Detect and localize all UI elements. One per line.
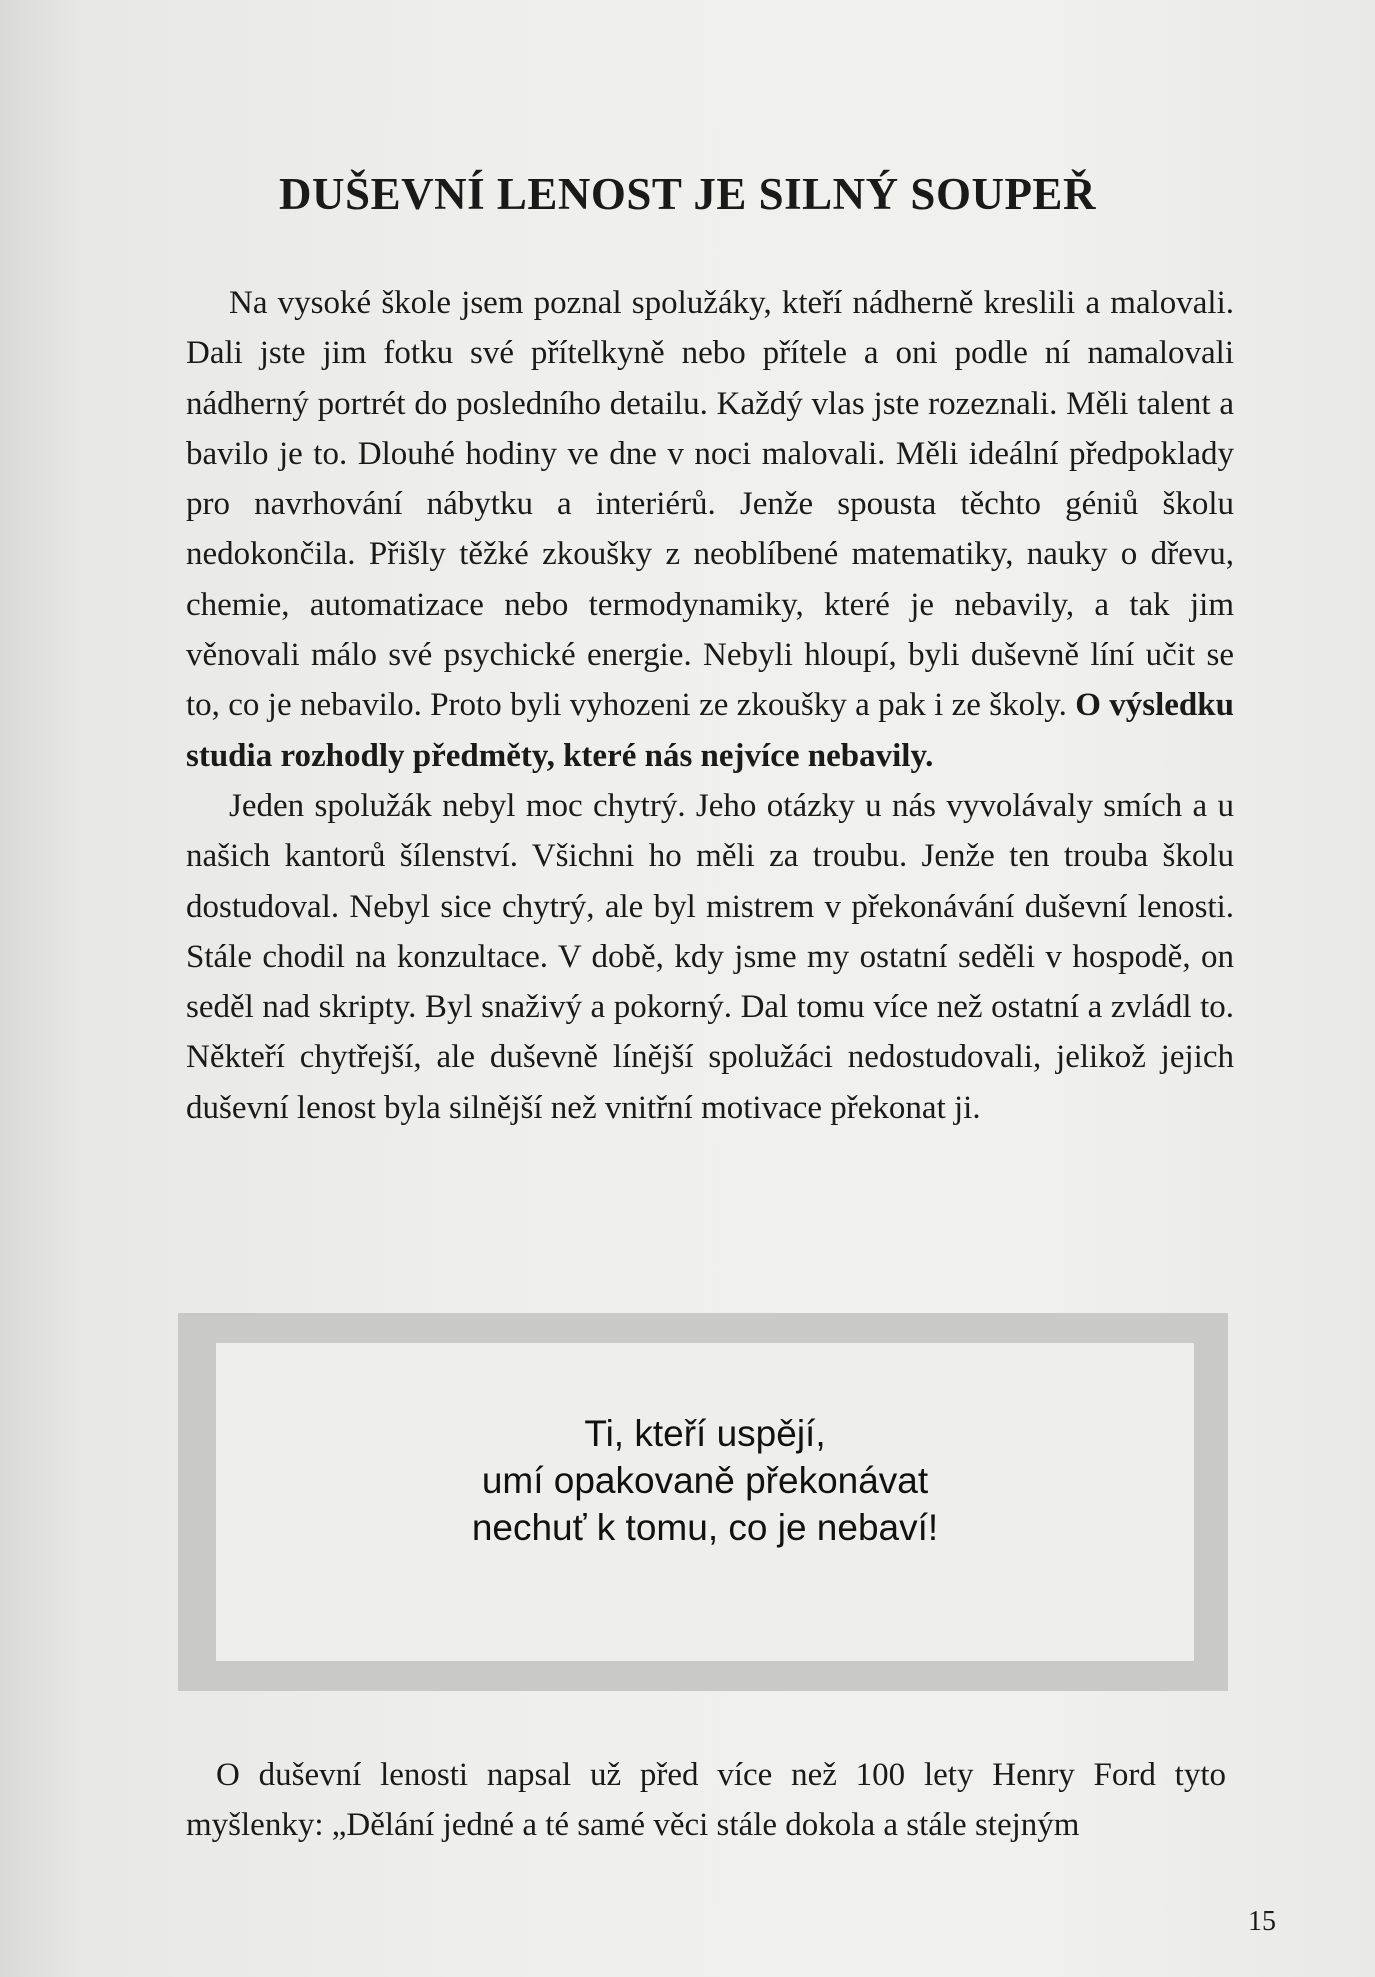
main-text <box>186 278 1234 1133</box>
closing-text <box>186 1750 1226 1851</box>
page-number: 15 <box>1248 1906 1276 1937</box>
chapter-title: DUŠEVNÍ LENOST JE SILNÝ SOUPEŘ <box>279 169 1096 219</box>
paragraph-1 <box>186 278 1234 781</box>
quote-box <box>178 1313 1228 1691</box>
quote-line-2: umí opakovaně překonávat <box>481 1460 929 1501</box>
paragraph-1-emphasis: O výsledku studia rozhodly předměty, které nás nejvíce nebavily. <box>186 687 1234 774</box>
quote-line-1: Ti, kteří uspějí, <box>584 1413 826 1454</box>
paragraph-1-text: Na vysoké škole jsem poznal spolužáky, kteří nádherně kreslili a malovali. Dali jste jim fotku své přítelkyně nebo přítele a oni podle ní namalovali nádherný portrét do posledního detailu. Každý vlas jste rozeznali. Měli talent a bavilo je to. Dlouhé hodiny ve dne v noci malovali. Měli ideální předpoklady pro navrhování nábytku a interiérů. Jenže spousta těchto géniů školu nedokončila. Přišly těžké zkoušky z neoblíbené matematiky, nauky o dřevu, chemie, automatizace nebo termodynamiky, které je nebavily, a tak jim věnovali málo své psychické energie. Nebyli hloupí, byli duševně líní učit se to, co je nebavilo. Proto byli vyhozeni ze zkoušky a pak i ze školy. <box>186 285 1234 724</box>
paragraph-2: Jeden spolužák nebyl moc chytrý. Jeho otázky u nás vyvolávaly smích a u našich kantorů šílenství. Všichni ho měli za troubu. Jenže ten trouba školu dostudoval. Nebyl sice chytrý, ale byl mistrem v překonávání duševní lenosti. Stále chodil na konzultace. V době, kdy jsme my ostatní seděli v hospodě, on seděl nad skripty. Byl snaživý a pokorný. Dal tomu více než ostatní a zvládl to. Někteří chytřejší, ale duševně línější spolužáci nedostudovali, jelikož jejich duševní lenost byla silnější než vnitřní motivace překonat ji. <box>186 787 1234 1126</box>
quote-box-inner <box>216 1343 1194 1661</box>
paragraph-3: O duševní lenosti napsal už před více než 100 lety Henry Ford tyto myšlenky: „Dělání jedné a té samé věci stále dokola a stále stejným <box>186 1757 1226 1844</box>
quote-line-3: nechuť k tomu, co je nebaví! <box>471 1507 939 1548</box>
